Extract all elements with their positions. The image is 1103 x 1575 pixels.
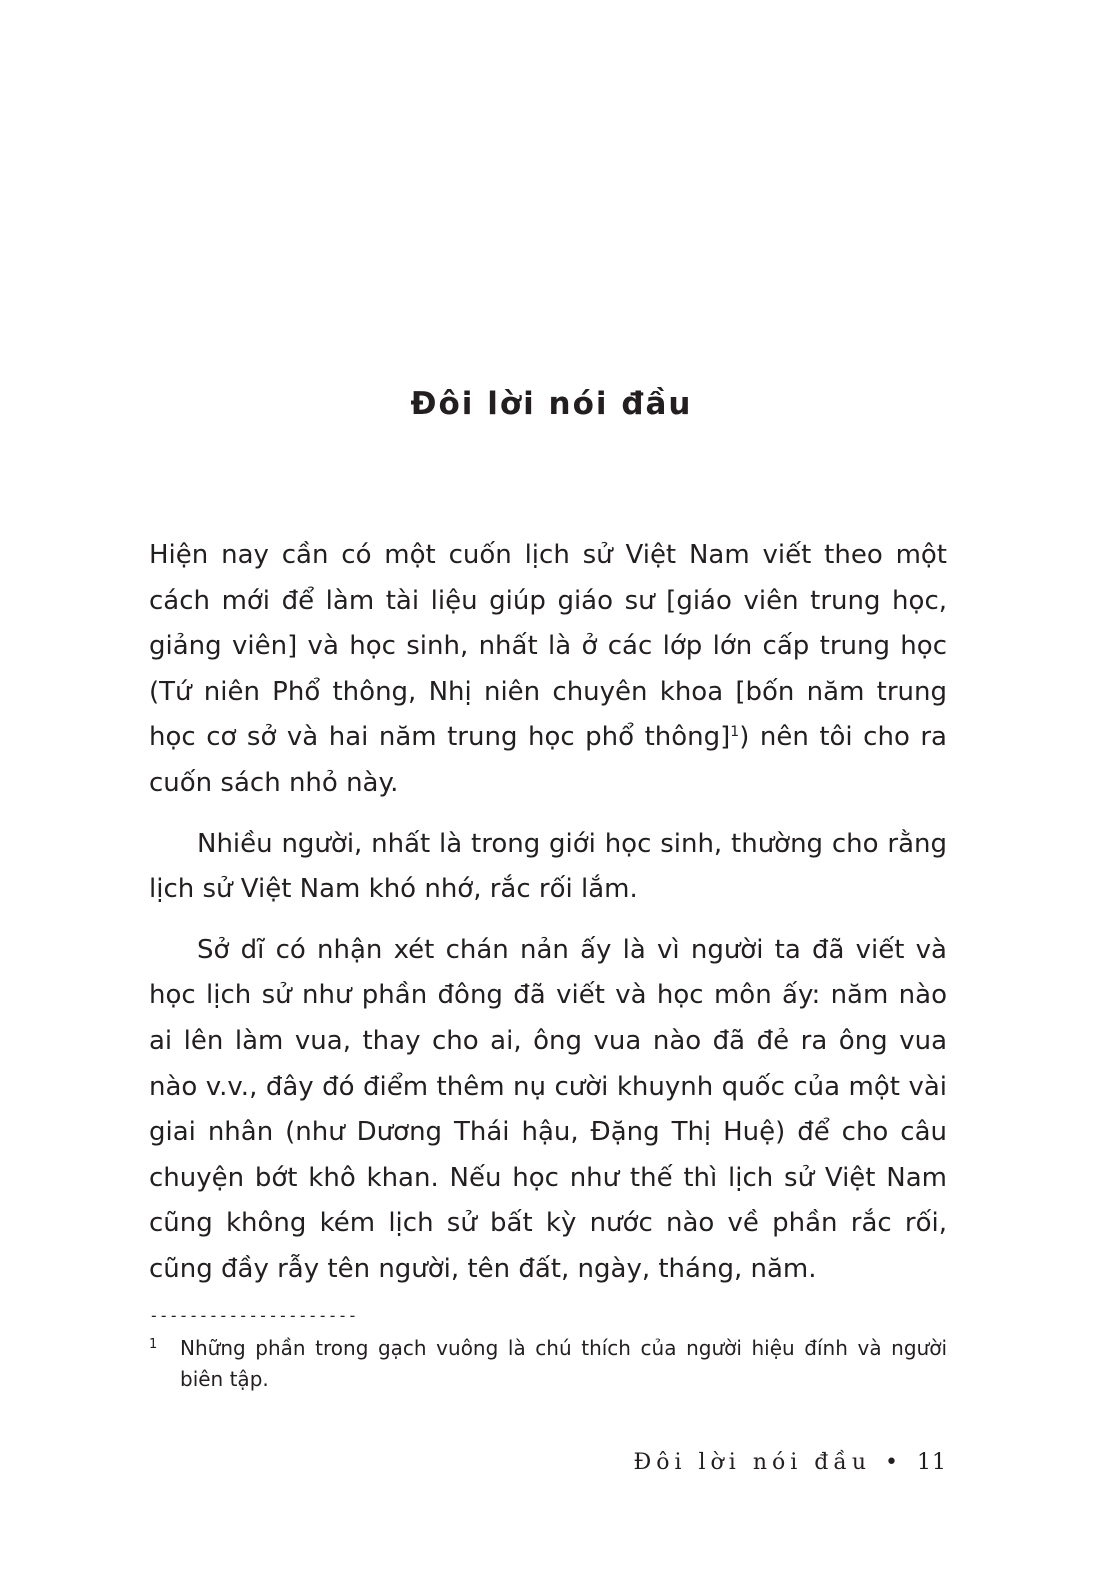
running-footer <box>633 1450 947 1475</box>
footnote-text: Những phần trong gạch vuông là chú thích của người hiệu đính và người biên tập. <box>180 1336 947 1391</box>
page-number: 11 <box>917 1450 947 1475</box>
footer-separator: • <box>885 1450 903 1475</box>
paragraph-1 <box>149 533 947 807</box>
paragraph-2: Nhiều người, nhất là trong giới học sinh, thường cho rằng lịch sử Việt Nam khó nhớ, rắc rối lắm. <box>149 828 947 905</box>
footnote <box>149 1333 947 1395</box>
footnote-divider: --------------------- <box>149 1306 358 1325</box>
paragraph-1-text: Hiện nay cần có một cuốn lịch sử Việt Nam viết theo một cách mới để làm tài liệu giúp giáo sư [giáo viên trung học, giảng viên] và học sinh, nhất là ở các lớp lớn cấp trung học (Tứ niên Phổ thông, Nhị niên chuyên khoa [bốn năm trung học cơ sở và hai năm trung học phổ thông] <box>149 540 947 753</box>
footnote-marker: 1 <box>730 724 740 741</box>
running-title: Đôi lời nói đầu <box>633 1450 872 1475</box>
footnote-number: 1 <box>149 1337 158 1352</box>
chapter-title: Đôi lời nói đầu <box>410 386 693 422</box>
paragraph-1-continuation: ) nên tôi cho ra cuốn sách nhỏ này. <box>149 722 947 798</box>
paragraph-3: Sở dĩ có nhận xét chán nản ấy là vì người ta đã viết và học lịch sử như phần đông đã viết và học môn ấy: năm nào ai lên làm vua, thay cho ai, ông vua nào đã đẻ ra ông vua nào v.v., đây đó điểm thêm nụ cười khuynh quốc của một vài giai nhân (như Dương Thái hậu, Đặng Thị Huệ) để cho câu chuyện bớt khô khan. Nếu học như thế thì lịch sử Việt Nam cũng không kém lịch sử bất kỳ nước nào về phần rắc rối, cũng đầy rẫy tên người, tên đất, ngày, tháng, năm. <box>149 934 947 1284</box>
body-text <box>149 533 947 1308</box>
